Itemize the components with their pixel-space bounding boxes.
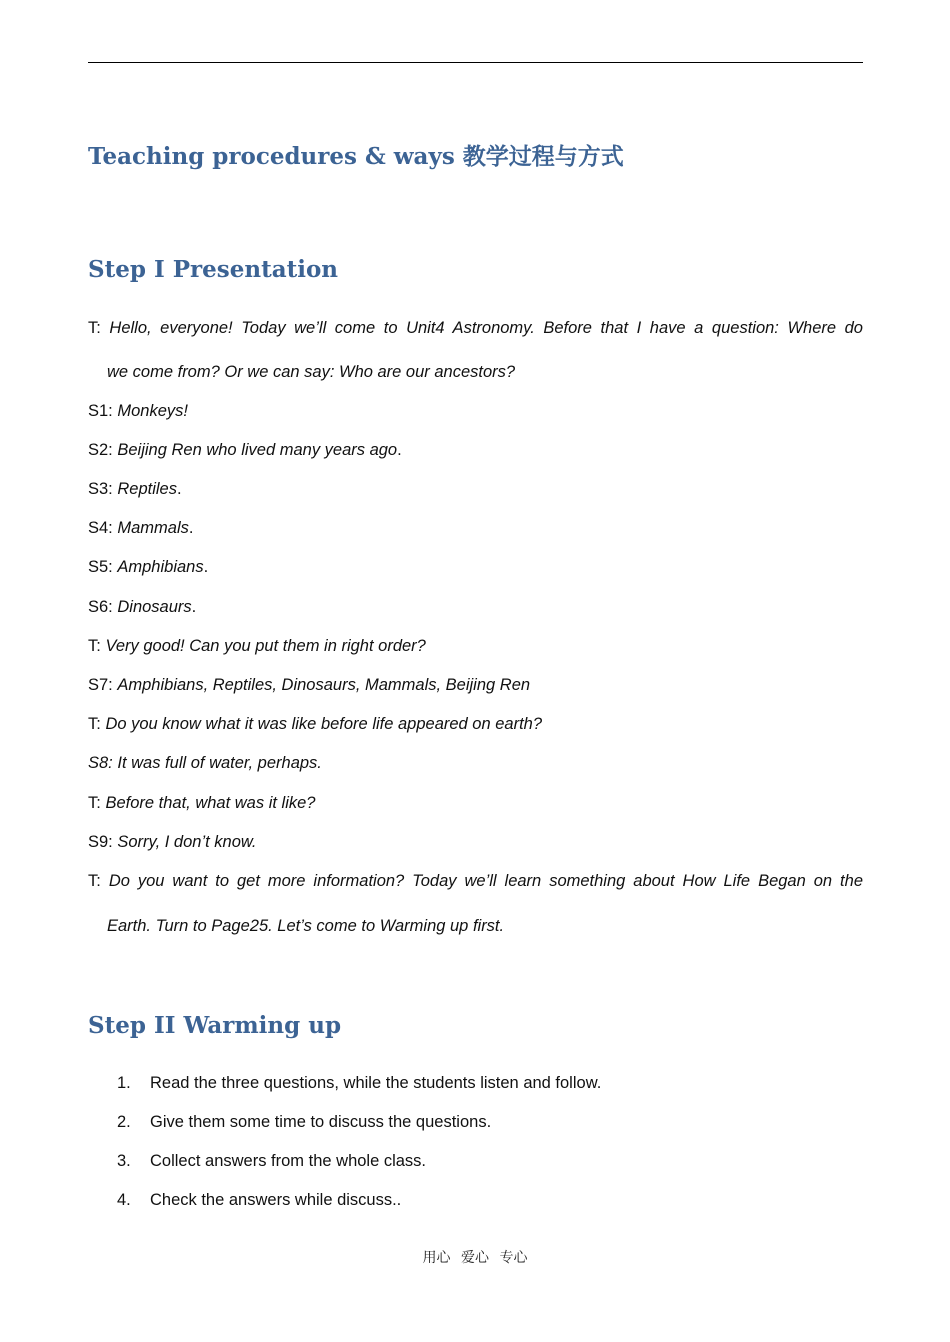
list-item: Give them some time to discuss the questions. [150, 1113, 492, 1131]
list-number: 1. [117, 1074, 131, 1092]
dialogue-tail: . [397, 441, 402, 459]
speaker-label: S9: [88, 833, 113, 851]
dialogue-line [88, 478, 182, 500]
dialogue-text: Sorry, I don’t know. [117, 833, 257, 851]
dialogue-tail: . [191, 598, 197, 616]
dialogue-line [88, 713, 542, 735]
dialogue-text: Do you want to get more information? Today we’ll learn something about How Life Began on the [108, 872, 863, 890]
list-number: 2. [117, 1113, 131, 1131]
list-number: 3. [117, 1152, 131, 1170]
speaker-label: S7: [88, 676, 113, 694]
speaker-label: T: [88, 319, 101, 337]
dialogue-text: Mammals [117, 519, 189, 537]
list-item: Collect answers from the whole class. [150, 1152, 427, 1170]
page-footer: 用心 爱心 专心 [422, 1250, 528, 1266]
step2-heading: Step II Warming up [88, 1012, 342, 1039]
dialogue-text: Before that, what was it like? [105, 794, 316, 812]
speaker-label: S5: [88, 558, 113, 576]
list-item: Check the answers while discuss.. [150, 1191, 402, 1209]
dialogue-line [88, 439, 402, 461]
dialogue-continuation: Earth. Turn to Page25. Let’s come to Warming up first. [107, 917, 505, 935]
speaker-label: T: [88, 872, 101, 890]
dialogue-line [88, 792, 315, 814]
list-number: 4. [117, 1191, 131, 1209]
speaker-label: T: [88, 637, 101, 655]
dialogue-text: Monkeys! [117, 402, 188, 420]
speaker-label: T: [88, 715, 101, 733]
step1-heading: Step I Presentation [88, 256, 339, 283]
speaker-label: S4: [88, 519, 113, 537]
dialogue-line [88, 596, 196, 618]
speaker-label: S1: [88, 402, 113, 420]
dialogue-text: Beijing Ren who lived many years ago [117, 441, 398, 459]
dialogue-text: Do you know what it was like before life appeared on earth? [105, 715, 543, 733]
dialogue-line [88, 752, 322, 774]
dialogue-text: Reptiles [117, 480, 177, 498]
dialogue-continuation: we come from? Or we can say: Who are our ancestors? [107, 363, 516, 381]
dialogue-line [88, 317, 863, 339]
dialogue-text: Dinosaurs [117, 598, 192, 616]
dialogue-line [88, 635, 426, 657]
speaker-label: T: [88, 794, 101, 812]
dialogue-line [88, 674, 530, 696]
speaker-label: S2: [88, 441, 113, 459]
document-title: Teaching procedures & ways 教学过程与方式 [88, 143, 624, 170]
header-rule [88, 62, 863, 63]
list-item: Read the three questions, while the students listen and follow. [150, 1074, 602, 1092]
dialogue-text: Hello, everyone! Today we’ll come to Unit4 Astronomy. Before that I have a question: Where do [109, 319, 863, 337]
speaker-label: S6: [88, 598, 113, 616]
dialogue-line [88, 517, 193, 539]
dialogue-text: Amphibians [117, 558, 204, 576]
speaker-label: S8: [88, 754, 113, 772]
dialogue-tail: . [188, 519, 194, 537]
dialogue-text: It was full of water, perhaps. [117, 754, 322, 772]
dialogue-tail: . [203, 558, 209, 576]
dialogue-line [88, 870, 863, 892]
dialogue-line [88, 556, 208, 578]
dialogue-line [88, 400, 188, 422]
dialogue-text: Very good! Can you put them in right order? [105, 637, 426, 655]
dialogue-tail: . [177, 480, 182, 498]
dialogue-text: Amphibians, Reptiles, Dinosaurs, Mammals, Beijing Ren [117, 676, 531, 694]
speaker-label: S3: [88, 480, 113, 498]
dialogue-line [88, 831, 256, 853]
